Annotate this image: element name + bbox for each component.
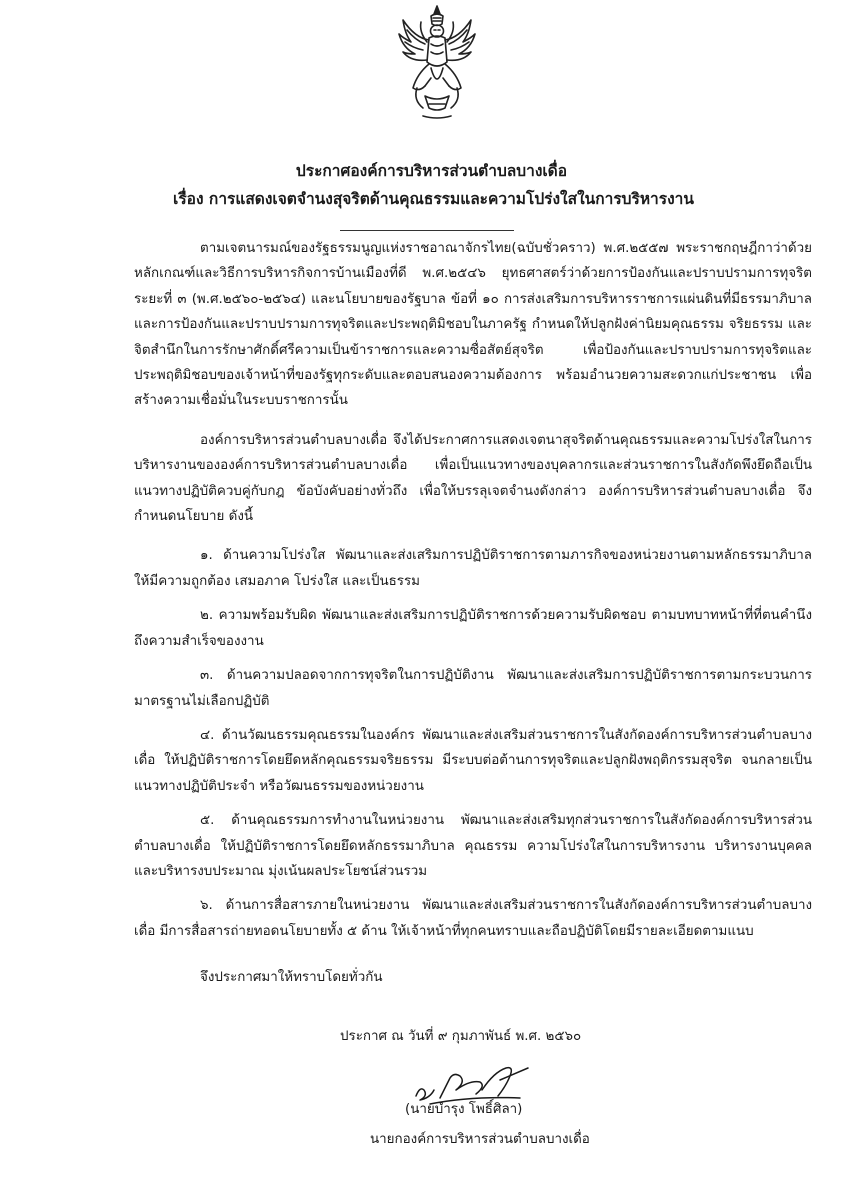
- announcement-body: [134, 236, 812, 944]
- garuda-emblem-icon: [395, 4, 479, 122]
- policy-item: ๔. ด้านวัฒนธรรมคุณธรรมในองค์กร พัฒนาและส่งเสริมส่วนราชการในสังกัดองค์การบริหารส่วนตำบลบางเดื่อ ให้ปฏิบัติราชการโดยยึดหลักคุณธรรมจริยธรรม มีระบบต่อต้านการทุจริตและปลูกฝังพฤติกรรมสุจริต จนกลายเป็นแนวทางปฏิบัติประจำ หรือวัฒนธรรมของหน่วยงาน: [134, 727, 812, 794]
- policy-item: ๒. ความพร้อมรับผิด พัฒนาและส่งเสริมการปฏิบัติราชการด้วยความรับผิดชอบ ตามบทบาทหน้าที่ที่ตนคำนึงถึงความสำเร็จของงาน: [134, 608, 812, 649]
- announcement-subject: เรื่อง การแสดงเจตจำนงสุจริตด้านคุณธรรมและความโปร่งใสในการบริหารงาน: [173, 190, 694, 208]
- policy-item: ๓. ด้านความปลอดจากการทุจริตในการปฏิบัติงาน พัฒนาและส่งเสริมการปฏิบัติราชการตามกระบวนการมาตรฐานไม่เลือกปฏิบัติ: [134, 668, 812, 709]
- policy-item: ๑. ด้านความโปร่งใส พัฒนาและส่งเสริมการปฏิบัติราชการตามภารกิจของหน่วยงานตามหลักธรรมาภิบาลให้มีความถูกต้อง เสมอภาค โปร่งใส และเป็นธรรม: [134, 548, 812, 589]
- title-divider: [340, 230, 514, 231]
- announcement-date: ประกาศ ณ วันที่ ๙ กุมภาพันธ์ พ.ศ. ๒๕๖๐: [340, 1029, 582, 1044]
- announcement-title: ประกาศองค์การบริหารส่วนตำบลบางเดื่อ: [295, 162, 568, 180]
- policy-item: ๕. ด้านคุณธรรมการทำงานในหน่วยงาน พัฒนาและส่งเสริมทุกส่วนราชการในสังกัดองค์การบริหารส่วนตำบลบางเดื่อ ให้ปฏิบัติราชการโดยยึดหลักธรรมาภิบาล คุณธรรม ความโปร่งใสในการบริหารงาน บริหารงานบุคคล และบริหารงบประมาณ มุ่งเน้นผลประโยชน์ส่วนรวม: [134, 813, 812, 879]
- signer-name: (นายบำรุง โพธิ์ศิลา): [405, 1102, 523, 1117]
- policy-intro-paragraph: องค์การบริหารส่วนตำบลบางเดื่อ จึงได้ประกาศการแสดงเจตนาสุจริตด้านคุณธรรมและความโปร่งใสในการบริหารงานขององค์การบริหารส่วนตำบลบางเดื่อ เพื่อเป็นแนวทางของบุคลากรและส่วนราชการในสังกัดพึงยึดถือเป็นแนวทางปฏิบัติควบคู่กับกฎ ข้อบังคับอย่างทั่วถึง เพื่อให้บรรลุเจตจำนงดังกล่าว องค์การบริหารส่วนตำบลบางเดื่อ จึงกำหนดนโยบาย ดังนี้: [134, 432, 812, 525]
- closing-statement: จึงประกาศมาให้ทราบโดยทั่วกัน: [200, 970, 383, 985]
- preamble-paragraph: ตามเจตนารมณ์ของรัฐธรรมนูญแห่งราชอาณาจักรไทย(ฉบับชั่วคราว) พ.ศ.๒๕๕๗ พระราชกฤษฎีกาว่าด้วยหลักเกณฑ์และวิธีการบริหารกิจการบ้านเมืองที่ดี พ.ศ.๒๕๔๖ ยุทธศาสตร์ว่าด้วยการป้องกันและปราบปรามการทุจริตระยะที่ ๓ (พ.ศ.๒๕๖๐-๒๕๖๔) และนโยบายของรัฐบาล ข้อที่ ๑๐ การส่งเสริมการบริหารราชการแผ่นดินที่มีธรรมาภิบาลและการป้องกันและปราบปรามการทุจริตและประพฤติมิชอบในภาครัฐ กำหนดให้ปลูกฝังค่านิยมคุณธรรม จริยธรรม และจิตสำนึกในการรักษาศักดิ์ศรีความเป็นข้าราชการและความซื่อสัตย์สุจริต เพื่อป้องกันและปราบปรามการทุจริตและประพฤติมิชอบของเจ้าหน้าที่ของรัฐทุกระดับและตอบสนองความต้องการ พร้อมอำนวยความสะดวกแก่ประชาชน เพื่อสร้างความเชื่อมั่นในระบบราชการนั้น: [134, 241, 812, 409]
- signer-position: นายกองค์การบริหารส่วนตำบลบางเดื่อ: [370, 1132, 590, 1147]
- policy-item: ๖. ด้านการสื่อสารภายในหน่วยงาน พัฒนาและส่งเสริมส่วนราชการในสังกัดองค์การบริหารส่วนตำบลบางเดื่อ มีการสื่อสารถ่ายทอดนโยบายทั้ง ๕ ด้าน ให้เจ้าหน้าที่ทุกคนทราบและถือปฏิบัติโดยมีรายละเอียดตามแนบ: [134, 898, 812, 939]
